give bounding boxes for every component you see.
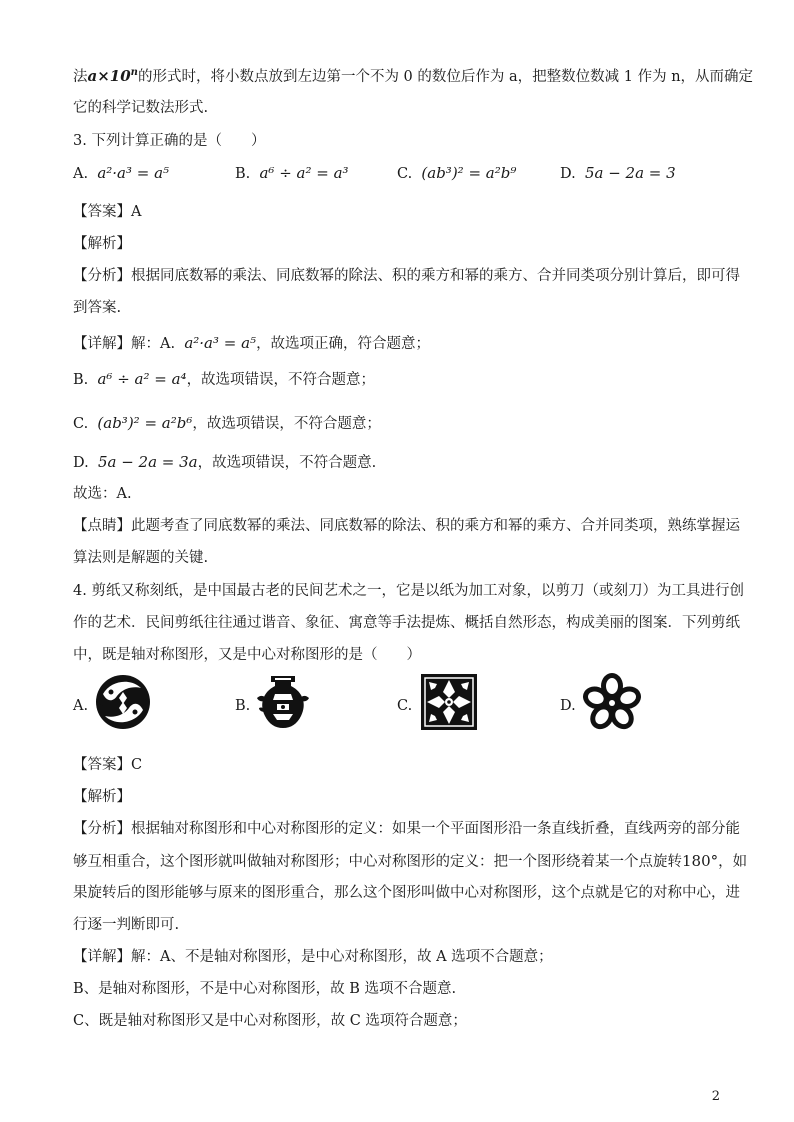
dianjing-3-line-1: 【点睛】此题考查了同底数幂的乘法、同底数幂的除法、积的乘方和幂的乘方、合并同类项，熟练掌握运	[73, 518, 740, 534]
vase-papercut-icon	[253, 672, 313, 732]
text-line-2: 它的科学记数法形式.	[73, 100, 209, 116]
q3-option-b: B. a⁶ ÷ a² = a³	[235, 164, 349, 182]
q4-option-b-label: B.	[235, 698, 251, 714]
fish-papercut-icon	[93, 672, 153, 732]
detail-4-c: C、既是轴对称图形又是中心对称图形，故 C 选项符合题意；	[73, 1013, 467, 1029]
choice-3: 故选：A.	[73, 486, 132, 502]
fenxi-4-line-3: 果旋转后的图形能够与原来的图形重合，那么这个图形叫做中心对称图形，这个点就是它的对称中心，进	[73, 885, 740, 901]
q4-option-d-label: D.	[560, 698, 576, 714]
analysis-4-heading: 【解析】	[73, 789, 131, 805]
question-4-line-3: 中，既是轴对称图形，又是中心对称图形的是（ ）	[73, 647, 421, 663]
detail-4-b: B、是轴对称图形，不是中心对称图形，故 B 选项不合题意.	[73, 981, 457, 997]
fenxi-3-line-1: 【分析】根据同底数幂的乘法、同底数幂的除法、积的乘方和幂的乘方、合并同类项分别计算后，即可得	[73, 268, 740, 284]
question-4-line-1: 4. 剪纸又称刻纸，是中国最古老的民间艺术之一，它是以纸为加工对象，以剪刀（或刻刀）为工具进行创	[73, 583, 744, 599]
flower-papercut-icon	[582, 672, 642, 732]
fenxi-3-line-2: 到答案.	[73, 300, 122, 316]
math-a-times-10n: $a\times 10^n$	[87, 67, 138, 85]
q3-option-a: A. a²·a³ = a⁵	[73, 164, 170, 182]
detail-4-a: 【详解】解：A、不是轴对称图形，是中心对称图形，故 A 选项不合题意；	[73, 949, 553, 965]
square-lattice-papercut-icon	[419, 672, 479, 732]
question-4-line-2: 作的艺术．民间剪纸往往通过谐音、象征、寓意等手法提炼、概括自然形态，构成美丽的图案．下列剪纸	[73, 615, 740, 631]
q4-option-c-label: C.	[397, 698, 413, 714]
answer-4: 【答案】C	[73, 757, 143, 773]
q3-option-d: D. 5a − 2a = 3	[560, 164, 676, 182]
dianjing-3-line-2: 算法则是解题的关键.	[73, 550, 209, 566]
q3-option-c: C. (ab³)² = a²b⁹	[397, 164, 517, 182]
q4-option-a-label: A.	[73, 698, 89, 714]
fenxi-4-line-4: 行逐一判断即可.	[73, 917, 180, 933]
question-3: 3. 下列计算正确的是（ ）	[73, 133, 266, 149]
detail-3-b: B. a⁶ ÷ a² = a⁴，故选项错误，不符合题意；	[73, 370, 376, 388]
fenxi-4-line-1: 【分析】根据轴对称图形和中心对称图形的定义：如果一个平面图形沿一条直线折叠，直线两旁的部分能	[73, 821, 740, 837]
text-line-1: 法$a\times 10^n$的形式时，将小数点放到左边第一个不为 0 的数位后作为 a，把整数位数减 1 作为 n，从而确定	[73, 67, 754, 85]
answer-3: 【答案】A	[73, 204, 142, 220]
fenxi-4-line-2: 够互相重合，这个图形就叫做轴对称图形；中心对称图形的定义：把一个图形绕着某一个点旋转180°，如	[73, 852, 748, 870]
detail-3-a: 【详解】解：A. a²·a³ = a⁵，故选项正确，符合题意；	[73, 334, 431, 352]
analysis-3-heading: 【解析】	[73, 236, 131, 252]
page-number: 2	[711, 1089, 720, 1104]
detail-3-c: C. (ab³)² = a²b⁶，故选项错误，不符合题意；	[73, 414, 381, 432]
math-180-degrees: 180°	[682, 852, 719, 870]
detail-3-d: D. 5a − 2a = 3a，故选项错误，不符合题意.	[73, 453, 377, 471]
